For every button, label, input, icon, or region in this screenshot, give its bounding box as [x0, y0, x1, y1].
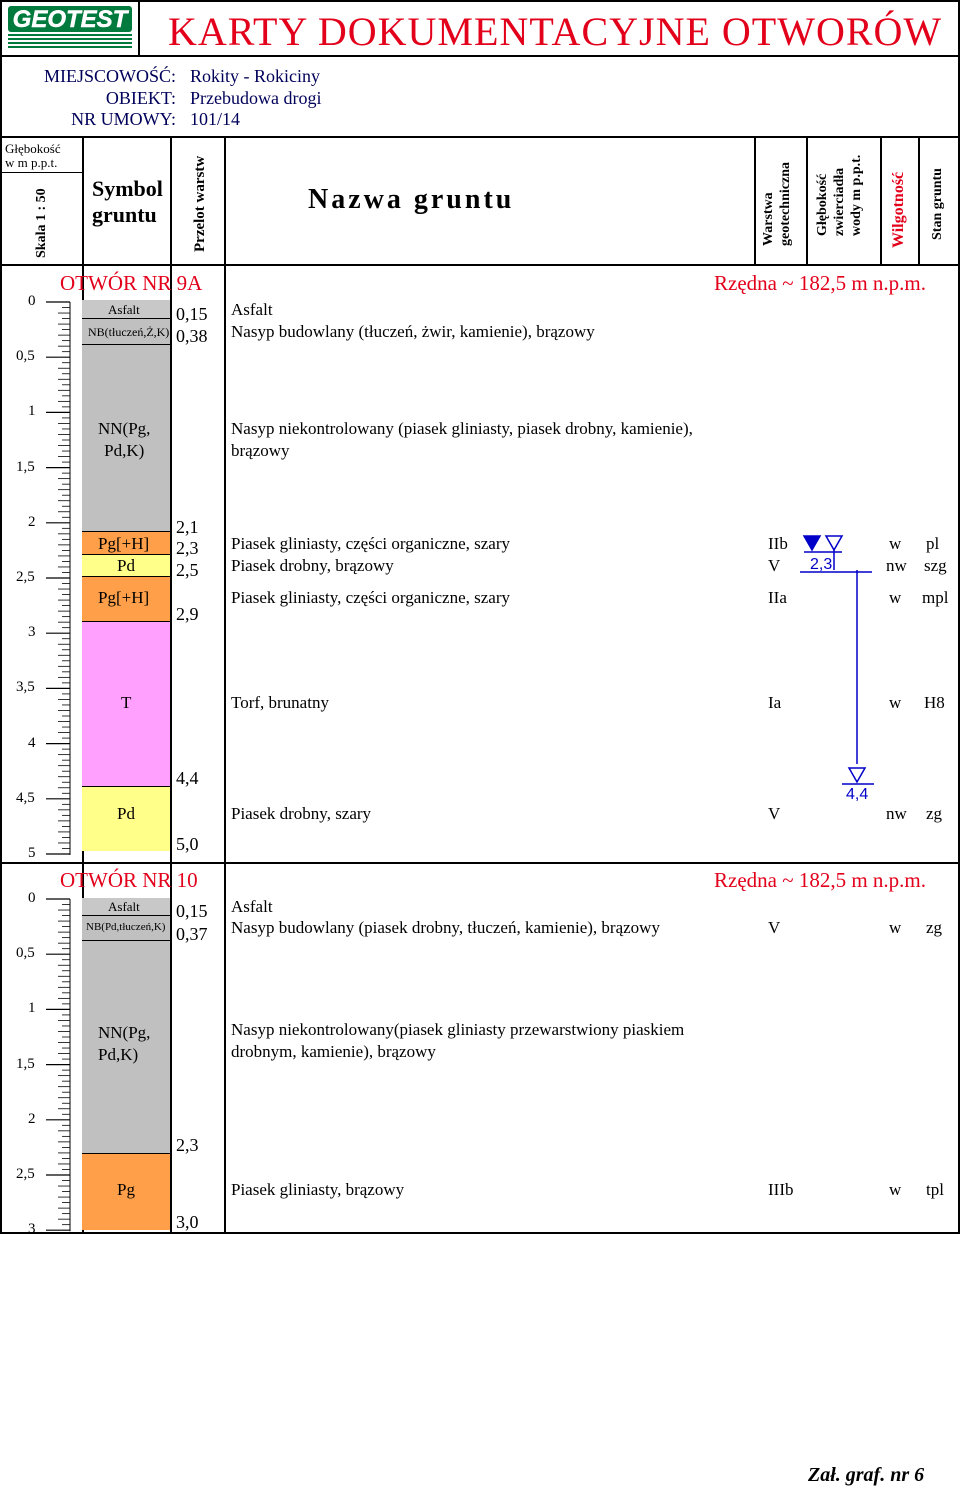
layer-moisture: w	[889, 1180, 902, 1199]
layer-name: Asfalt	[231, 897, 273, 916]
layer-symbol: NB(Pd,tłuczeń,K)	[86, 921, 166, 933]
state-column-header: Stan gruntu	[930, 168, 945, 240]
scale-label: 2	[28, 1110, 36, 1127]
field-key: MIEJSCOWOŚĆ:	[43, 66, 176, 86]
col-sep-6	[880, 136, 882, 264]
layer-geo: V	[768, 804, 781, 823]
layer-geo: V	[768, 918, 781, 937]
layer-depth: 2,3	[176, 538, 199, 558]
layer-column-header: Warstwa geotechniczna	[761, 162, 793, 246]
water-column-header: Głębokość zwierciadła wody m p.p.t.	[815, 154, 864, 236]
scale-label: 3,5	[16, 679, 35, 696]
field-value: Przebudowa drogi	[190, 88, 322, 108]
field-key: OBIEKT:	[105, 88, 176, 108]
field-value: Rokity - Rokiciny	[190, 66, 320, 86]
layer-name: Nasyp budowlany (piasek drobny, tłuczeń, kamienie), brązowy	[231, 918, 660, 937]
layer-name: Piasek gliniasty, części organiczne, szary	[231, 588, 510, 607]
scale-label: 1,5	[16, 1055, 35, 1072]
layer-name: Nasyp niekontrolowany(piasek gliniasty przewarstwiony piaskiem drobnym, kamienie), brązowy	[231, 1020, 685, 1061]
layer-state: tpl	[926, 1180, 944, 1199]
scale-label: 4,5	[16, 789, 35, 806]
layer-state: szg	[924, 556, 947, 575]
scale-label: 1	[28, 1000, 36, 1017]
scale-label: 3	[28, 1221, 36, 1238]
hole-elevation: Rzędna ~ 182,5 m n.p.m.	[714, 868, 926, 892]
layer-name: Piasek gliniasty, części organiczne, szary	[231, 534, 510, 553]
hole-title: OTWÓR NR 10	[60, 868, 198, 892]
layer-moisture: w	[889, 918, 902, 937]
layer-moisture: nw	[886, 556, 907, 575]
attachment-label: Zał. graf. nr 6	[808, 1464, 925, 1486]
water-level-label: 2,3	[810, 556, 833, 573]
layer-depth: 2,1	[176, 517, 199, 537]
colhead-bottom	[0, 264, 958, 266]
scale-label: 3	[28, 624, 36, 641]
layer-moisture: w	[889, 534, 902, 553]
layer-name: Piasek drobny, brązowy	[231, 556, 394, 575]
layer-name: Nasyp budowlany (tłuczeń, żwir, kamienie), brązowy	[231, 322, 595, 341]
scale-label: 5	[28, 845, 36, 861]
depth-column-header: Głębokość w m p.p.t.	[5, 141, 61, 170]
document-title: KARTY DOKUMENTACYJNE OTWORÓW	[168, 9, 943, 54]
layer-geo: IIb	[768, 534, 788, 553]
scale-label: 1,5	[16, 458, 35, 475]
scale-label: 2	[28, 513, 36, 530]
layer-depth: 2,5	[176, 560, 199, 580]
scale-label: 2,5	[16, 1166, 35, 1182]
layer-depth: 0,38	[176, 326, 208, 346]
layer-geo: IIa	[768, 588, 787, 607]
layer-depth: 0,15	[176, 304, 208, 324]
layer-geo: IIIb	[768, 1180, 794, 1199]
scale-ruler	[46, 898, 72, 1233]
symbol-column-header: Symbol gruntu	[92, 176, 163, 227]
layer-geo: V	[768, 556, 781, 575]
svg-text:GEOTEST: GEOTEST	[12, 6, 128, 33]
depth-header-divider	[0, 172, 82, 173]
col-sep-5	[806, 136, 808, 264]
field-value: 101/14	[190, 109, 241, 129]
col-sep-3	[224, 136, 226, 1232]
layer-state: mpl	[922, 588, 949, 607]
layer-state: pl	[926, 534, 940, 553]
logo-divider	[138, 0, 140, 56]
layer-depth: 3,0	[176, 1212, 199, 1232]
scale-label: 0	[28, 293, 36, 309]
layer-moisture: nw	[886, 804, 907, 823]
profile-column-header: Przelot warstw	[192, 155, 208, 252]
layer-state: H8	[924, 693, 945, 712]
layer-symbol: NB(tłuczeń,Ż,K)	[88, 325, 170, 339]
scale-column-header: Skala 1 : 50	[34, 188, 49, 258]
layer-symbol: Pd	[117, 556, 135, 575]
hole-title: OTWÓR NR 9A	[60, 271, 203, 295]
col-sep-4	[754, 136, 756, 264]
layer-moisture: w	[889, 693, 902, 712]
layer-name: Piasek gliniasty, brązowy	[231, 1180, 405, 1199]
hole-divider	[0, 862, 958, 864]
scale-label: 0	[28, 890, 36, 906]
scale-label: 4	[28, 734, 36, 751]
layer-state: zg	[926, 918, 943, 937]
hole-elevation: Rzędna ~ 182,5 m n.p.m.	[714, 271, 926, 295]
layer-symbol: Pg[+H]	[98, 534, 150, 553]
field-key: NR UMOWY:	[71, 109, 176, 129]
layer-depth: 5,0	[176, 834, 199, 854]
layer-symbol: T	[121, 693, 132, 712]
layer-symbol: Asfalt	[108, 302, 140, 317]
col-sep-7	[918, 136, 920, 264]
layer-moisture: w	[889, 588, 902, 607]
layer-symbol: Pg[+H]	[98, 588, 150, 607]
layer-name: Nasyp niekontrolowany (piasek gliniasty, piasek drobny, kamienie), brązowy	[231, 419, 693, 460]
layer-symbol: Pg	[117, 1180, 135, 1199]
layer-symbol: NN(Pg, Pd,K)	[98, 419, 151, 460]
layer-depth: 2,9	[176, 604, 199, 624]
col-sep-2	[170, 136, 172, 1232]
layer-depth: 0,37	[176, 924, 208, 944]
layer-name: Asfalt	[231, 300, 273, 319]
colhead-top	[0, 136, 958, 138]
water-level-label: 4,4	[846, 786, 869, 803]
scale-label: 0,5	[16, 945, 35, 962]
layer-state: zg	[926, 804, 943, 823]
geotest-logo	[6, 4, 134, 50]
layer-depth: 4,4	[176, 768, 199, 788]
name-column-header: Nazwa gruntu	[308, 184, 515, 215]
header-divider	[0, 55, 958, 57]
layer-name: Piasek drobny, szary	[231, 804, 372, 823]
layer-geo: Ia	[768, 693, 782, 712]
scale-ruler	[46, 301, 72, 857]
moisture-column-header: Wilgotność	[890, 171, 907, 248]
layer-symbol: NN(Pg, Pd,K)	[98, 1023, 151, 1064]
layer-symbol: Pd	[117, 804, 135, 823]
layer-symbol: Asfalt	[108, 899, 140, 914]
scale-label: 2,5	[16, 569, 35, 585]
layer-name: Torf, brunatny	[231, 693, 329, 712]
scale-label: 0,5	[16, 348, 35, 365]
layer-depth: 0,15	[176, 901, 208, 921]
scale-label: 1	[28, 403, 36, 420]
layer-depth: 2,3	[176, 1135, 199, 1155]
